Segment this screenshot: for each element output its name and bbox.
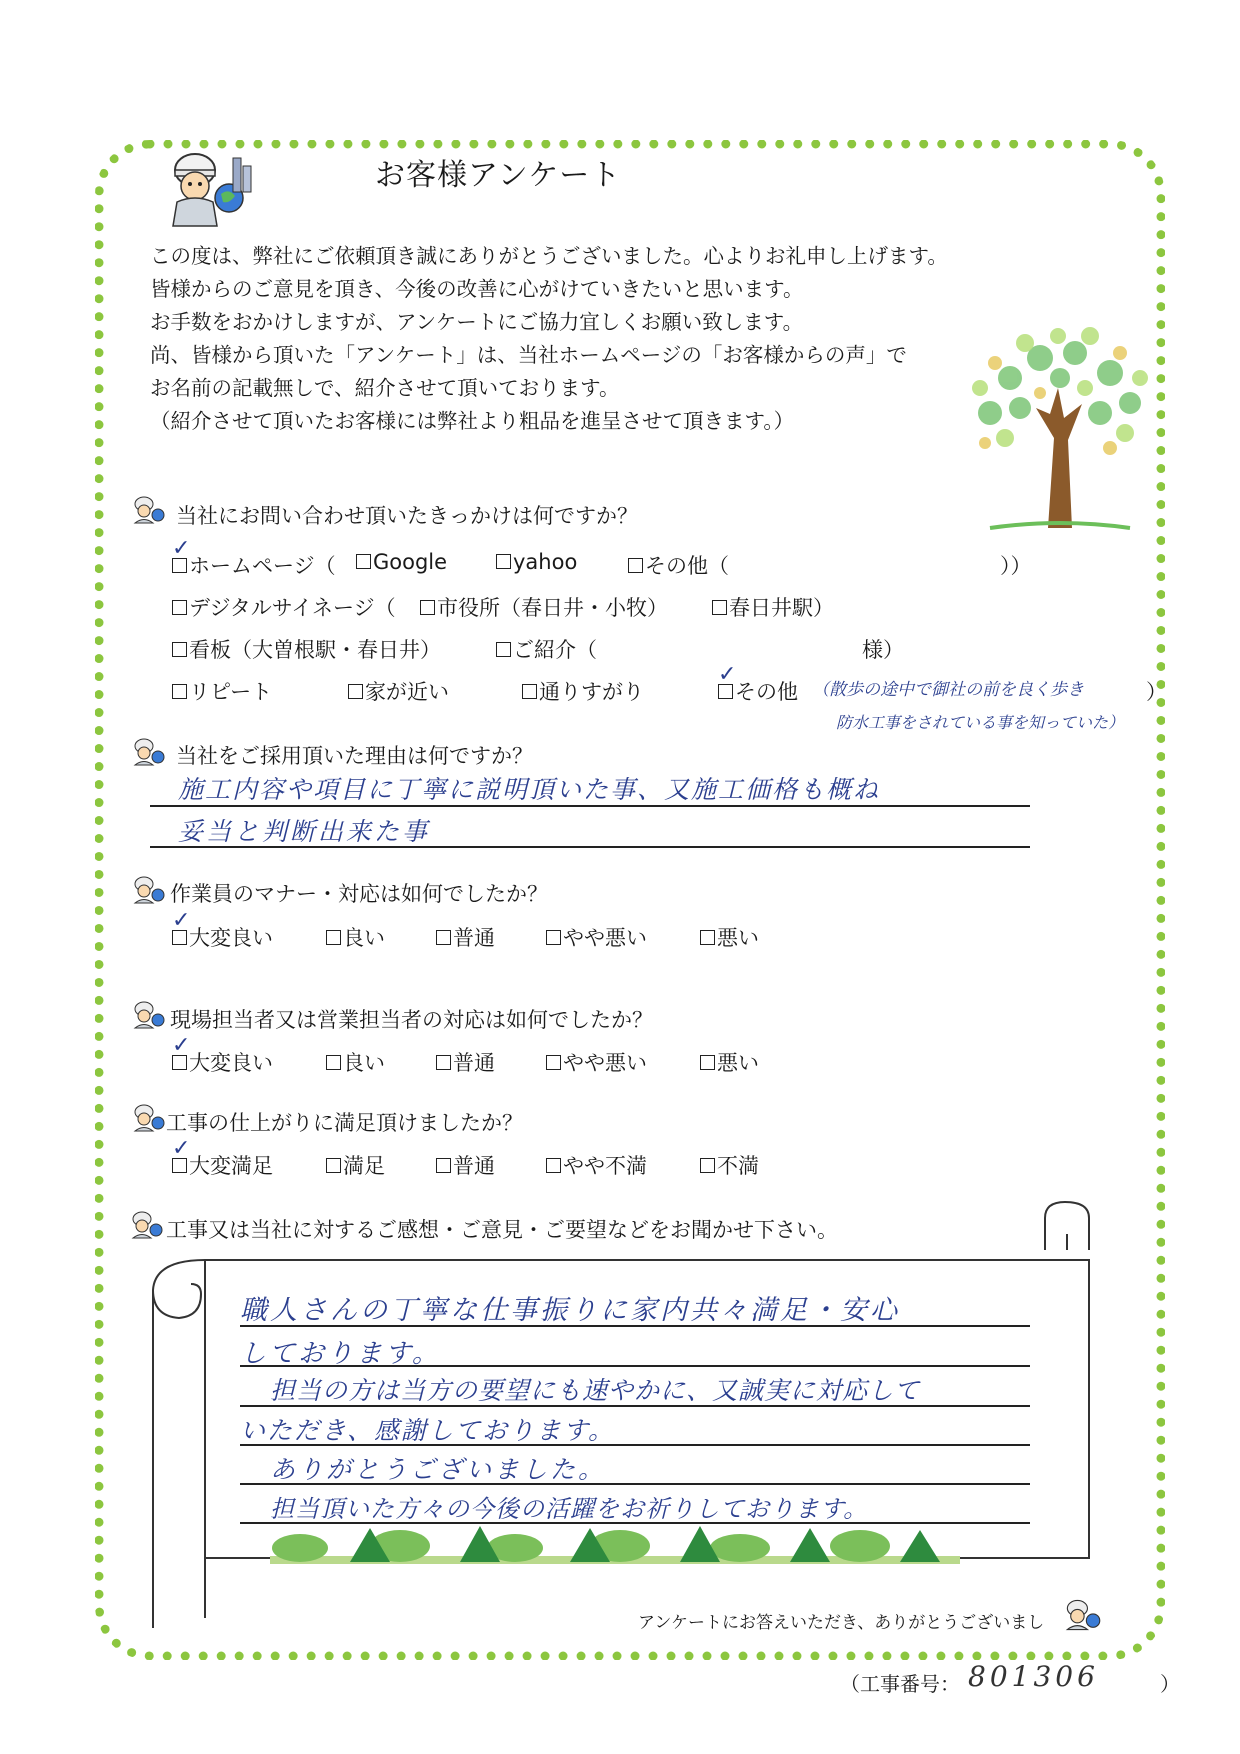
worker-mascot-icon xyxy=(132,495,166,525)
check-mark: ✓ xyxy=(172,536,191,561)
q5-question: 工事の仕上がりに満足頂けましたか？ xyxy=(166,1111,523,1135)
q1-repeat-option[interactable]: リピート xyxy=(172,676,272,706)
job-number-close: ） xyxy=(1160,1672,1180,1696)
answer-rule xyxy=(240,1365,1030,1367)
q3-option[interactable]: 普通 xyxy=(436,922,495,952)
q6-answer-line-4: いただき、感謝しております。 xyxy=(240,1416,616,1445)
q1-yahoo-option[interactable]: yahoo xyxy=(496,550,577,574)
q6-answer-line-5: ありがとうございました。 xyxy=(270,1455,607,1484)
q3-option[interactable]: 悪い xyxy=(700,922,759,952)
footer-thanks: アンケートにお答えいただき、ありがとうございまし xyxy=(638,1613,1045,1633)
intro-text: この度は、弊社にご依頼頂き誠にありがとうございました。心よりお礼申し上げます。 皆様からのご意見を頂き、今後の改善に心がけていきたいと思います。 お手数をおかけしますが、アンケートにご協力宜しくお願い致します。 尚、皆様から頂いた「アンケート」は、当社ホームページの「お客様からの声」で お名前の記載無しで、紹介させて頂いております。 （紹介させて頂いたお客様には弊社より粗品を進呈させて頂きます。） xyxy=(150,244,948,433)
q5-option[interactable]: 大変満足 xyxy=(172,1150,273,1180)
answer-rule xyxy=(150,805,1030,807)
answer-rule xyxy=(240,1325,1030,1327)
q3-option[interactable]: 大変良い xyxy=(172,922,273,952)
job-number-label: （工事番号： xyxy=(840,1672,960,1696)
q2-answer-line-2: 妥当と判断出来た事 xyxy=(178,817,431,846)
q1-homepage-option[interactable]: ホームページ（ xyxy=(172,550,336,580)
q5-option[interactable]: やや不満 xyxy=(546,1150,647,1180)
q1-other-option[interactable]: その他 xyxy=(718,676,798,706)
worker-mascot-icon xyxy=(132,875,166,905)
q6-answer-line-6: 担当頂いた方々の今後の活躍をお祈りしております。 xyxy=(270,1495,869,1523)
worker-mascot-icon xyxy=(132,1103,166,1133)
q1-other-note-close: ） xyxy=(1146,680,1167,704)
q1-referral-suffix: 様） xyxy=(862,638,904,662)
q4-option[interactable]: 大変良い xyxy=(172,1047,273,1077)
q5-option[interactable]: 普通 xyxy=(436,1150,495,1180)
q6-answer-line-1: 職人さんの丁寧な仕事振りに家内共々満足・安心 xyxy=(240,1295,900,1326)
check-mark: ✓ xyxy=(172,908,191,933)
q6-question: 工事又は当社に対するご感想・ご意見・ご要望などをお聞かせ下さい。 xyxy=(166,1218,838,1242)
tree-illustration xyxy=(950,318,1170,538)
q3-option[interactable]: 良い xyxy=(326,922,385,952)
q1-billboard-option[interactable]: 看板（大曽根駅・春日井） xyxy=(172,634,441,664)
job-number-value: 801306 xyxy=(968,1660,1099,1693)
q2-question: 当社をご採用頂いた理由は何ですか？ xyxy=(176,744,533,768)
q6-answer-line-3: 担当の方は当方の要望にも速やかに、又誠実に対応して xyxy=(270,1376,921,1405)
forest-strip-illustration xyxy=(270,1522,960,1566)
answer-rule xyxy=(240,1405,1030,1407)
worker-mascot-icon xyxy=(132,737,166,767)
answer-rule xyxy=(150,846,1030,848)
answer-rule xyxy=(240,1444,1030,1446)
q1-passing-by-option[interactable]: 通りすがり xyxy=(522,676,644,706)
q5-option[interactable]: 満足 xyxy=(326,1150,385,1180)
q1-other-web-option[interactable]: その他（ xyxy=(628,550,729,580)
worker-mascot-icon xyxy=(132,1000,166,1030)
check-mark: ✓ xyxy=(172,1033,191,1058)
answer-rule xyxy=(240,1483,1030,1485)
q6-answer-line-2: しております。 xyxy=(240,1339,441,1369)
check-mark: ✓ xyxy=(718,662,737,687)
q1-signage-option[interactable]: デジタルサイネージ（ xyxy=(172,592,396,622)
q2-answer-line-1: 施工内容や項目に丁寧に説明頂いた事、又施工価格も概ね xyxy=(178,775,881,804)
q1-other-note-2: 防水工事をされている事を知っていた） xyxy=(836,713,1125,732)
q4-option[interactable]: 悪い xyxy=(700,1047,759,1077)
check-mark: ✓ xyxy=(172,1136,191,1161)
q4-question: 現場担当者又は営業担当者の対応は如何でしたか？ xyxy=(170,1008,653,1032)
q3-option[interactable]: やや悪い xyxy=(546,922,647,952)
q5-option[interactable]: 不満 xyxy=(700,1150,759,1180)
q1-question: 当社にお問い合わせ頂いたきっかけは何ですか？ xyxy=(176,504,638,528)
q1-close-parens: ）） xyxy=(1000,554,1032,578)
q1-google-option[interactable]: Google xyxy=(356,550,447,574)
q1-city-hall-option[interactable]: 市役所（春日井・小牧） xyxy=(420,592,668,622)
q4-option[interactable]: 良い xyxy=(326,1047,385,1077)
worker-mascot-icon xyxy=(1064,1598,1102,1632)
q1-near-home-option[interactable]: 家が近い xyxy=(348,676,449,706)
q4-option[interactable]: 普通 xyxy=(436,1047,495,1077)
q1-kasugai-station-option[interactable]: 春日井駅） xyxy=(712,592,834,622)
worker-mascot-icon xyxy=(163,148,263,228)
q1-other-note-1: （散歩の途中で御社の前を良く歩き xyxy=(812,680,1084,700)
page-title: お客様アンケート xyxy=(375,158,622,193)
q1-referral-option[interactable]: ご紹介（ xyxy=(496,634,597,664)
q3-question: 作業員のマナー・対応は如何でしたか？ xyxy=(170,882,548,906)
q4-option[interactable]: やや悪い xyxy=(546,1047,647,1077)
